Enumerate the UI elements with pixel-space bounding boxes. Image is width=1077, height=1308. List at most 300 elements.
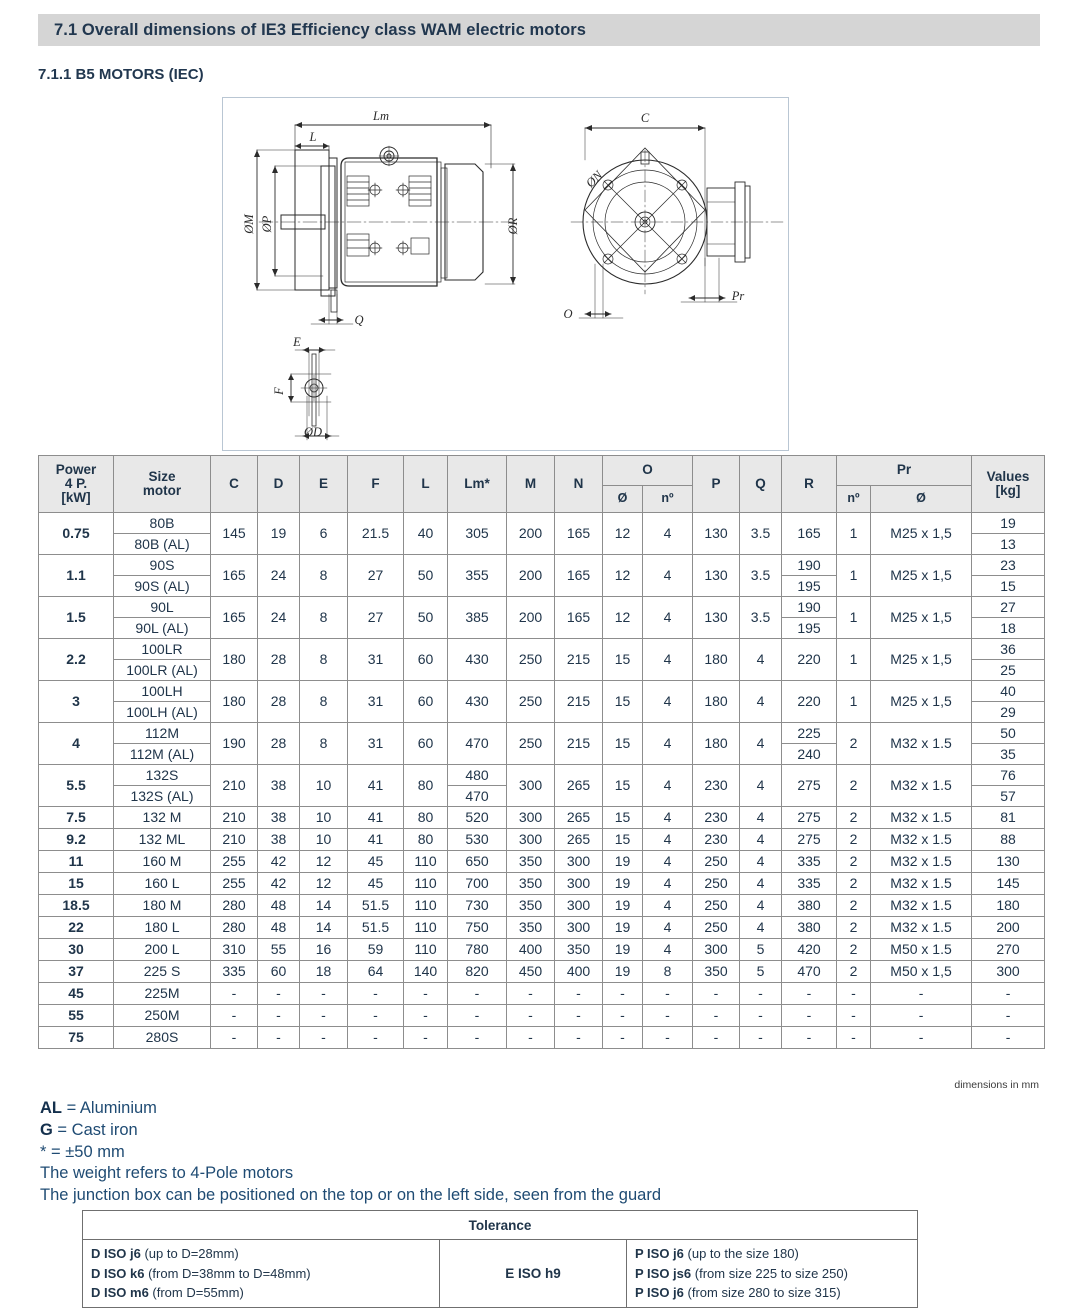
- table-row: [39, 555, 1045, 597]
- cell-l: 80: [404, 765, 448, 807]
- cell-f: 41: [348, 765, 404, 807]
- cell-m: 250: [507, 681, 555, 723]
- cell-m: 200: [507, 555, 555, 597]
- cell-f: -: [348, 1005, 404, 1027]
- cell-p: 230: [693, 829, 740, 851]
- tolerance-p-key-0: P ISO j6: [635, 1246, 684, 1261]
- cell-e: -: [300, 1005, 348, 1027]
- header-pr-diameter: Ø: [871, 485, 972, 512]
- table-row: [39, 983, 1045, 1005]
- tolerance-p-text-0: (up to the size 180): [683, 1246, 799, 1261]
- tolerance-d-line-0: [91, 1244, 431, 1264]
- cell-ono: -: [643, 983, 693, 1005]
- cell-prno: 1: [837, 597, 871, 639]
- cell-e: 10: [300, 829, 348, 851]
- tolerance-p-text-2: (from size 280 to size 315): [683, 1285, 841, 1300]
- cell-n: 215: [555, 723, 603, 765]
- cell-odia: 15: [603, 829, 643, 851]
- cell-ono: 4: [643, 681, 693, 723]
- drawing-label-od: ØD: [303, 425, 323, 439]
- cell-size-motor: 280S: [114, 1027, 211, 1049]
- cell-r: 190 195: [782, 597, 837, 639]
- cell-prno: 2: [837, 723, 871, 765]
- cell-ono: 4: [643, 723, 693, 765]
- cell-q: -: [740, 1027, 782, 1049]
- cell-power: 37: [39, 961, 114, 983]
- cell-values: 36 25: [972, 639, 1045, 681]
- cell-d: 24: [258, 597, 300, 639]
- cell-c: 335: [211, 961, 258, 983]
- tolerance-table: [82, 1210, 918, 1308]
- cell-p: 230: [693, 765, 740, 807]
- cell-r: -: [782, 1027, 837, 1049]
- cell-size-motor: 90L 90L (AL): [114, 597, 211, 639]
- drawing-label-or: ØR: [506, 217, 520, 235]
- cell-ono: -: [643, 1027, 693, 1049]
- cell-power: 9.2: [39, 829, 114, 851]
- cell-d: 42: [258, 851, 300, 873]
- cell-m: 350: [507, 895, 555, 917]
- cell-size-motor: 225M: [114, 983, 211, 1005]
- cell-m: -: [507, 983, 555, 1005]
- cell-p: -: [693, 983, 740, 1005]
- drawing-label-om: ØM: [242, 214, 256, 234]
- cell-e: 16: [300, 939, 348, 961]
- cell-r: 470: [782, 961, 837, 983]
- cell-odia: 15: [603, 639, 643, 681]
- cell-prdia: -: [871, 1005, 972, 1027]
- cell-r: 165: [782, 513, 837, 555]
- header-row-1: [39, 456, 1045, 486]
- cell-values: 270: [972, 939, 1045, 961]
- cell-p: 130: [693, 513, 740, 555]
- cell-prdia: M32 x 1.5: [871, 765, 972, 807]
- cell-n: 165: [555, 597, 603, 639]
- legend-g: [40, 1120, 661, 1142]
- cell-size-motor: 132 ML: [114, 829, 211, 851]
- cell-f: 27: [348, 597, 404, 639]
- cell-m: 350: [507, 851, 555, 873]
- header-pr-group: Pr: [837, 456, 972, 486]
- cell-power: 22: [39, 917, 114, 939]
- cell-d: 28: [258, 681, 300, 723]
- cell-c: 210: [211, 807, 258, 829]
- table-row: [39, 765, 1045, 807]
- cell-q: 3.5: [740, 513, 782, 555]
- table-row: [39, 513, 1045, 555]
- header-size-motor: Size motor: [114, 456, 211, 513]
- cell-m: 450: [507, 961, 555, 983]
- cell-ono: 4: [643, 895, 693, 917]
- cell-e: 8: [300, 555, 348, 597]
- cell-r: 380: [782, 917, 837, 939]
- cell-prno: 2: [837, 917, 871, 939]
- cell-ono: -: [643, 1005, 693, 1027]
- legend-junction: The junction box can be positioned on the top or on the left side, seen from the guard: [40, 1186, 661, 1205]
- tolerance-d-text-2: (from D=55mm): [148, 1285, 244, 1300]
- cell-q: 3.5: [740, 555, 782, 597]
- cell-e: 10: [300, 765, 348, 807]
- cell-c: 255: [211, 851, 258, 873]
- table-row: [39, 939, 1045, 961]
- cell-size-motor: 160 M: [114, 851, 211, 873]
- tolerance-d-column: [83, 1240, 440, 1308]
- cell-e: -: [300, 983, 348, 1005]
- cell-r: 275: [782, 807, 837, 829]
- cell-odia: -: [603, 1027, 643, 1049]
- cell-odia: 19: [603, 939, 643, 961]
- cell-ono: 4: [643, 597, 693, 639]
- cell-power: 5.5: [39, 765, 114, 807]
- tolerance-d-key-0: D ISO j6: [91, 1246, 141, 1261]
- cell-f: 45: [348, 851, 404, 873]
- drawing-label-o: O: [563, 307, 573, 321]
- cell-prno: -: [837, 1027, 871, 1049]
- cell-prno: 2: [837, 939, 871, 961]
- cell-p: 130: [693, 555, 740, 597]
- header-lm: Lm*: [448, 456, 507, 513]
- motor-dimensions-table: [38, 455, 1045, 1049]
- header-f: F: [348, 456, 404, 513]
- cell-lm: 355: [448, 555, 507, 597]
- cell-prno: 1: [837, 639, 871, 681]
- cell-power: 30: [39, 939, 114, 961]
- cell-odia: 12: [603, 555, 643, 597]
- cell-q: 4: [740, 807, 782, 829]
- cell-odia: -: [603, 983, 643, 1005]
- header-values: Values [kg]: [972, 456, 1045, 513]
- cell-ono: 4: [643, 873, 693, 895]
- cell-c: 145: [211, 513, 258, 555]
- cell-d: -: [258, 983, 300, 1005]
- cell-values: 81: [972, 807, 1045, 829]
- legend-weight: The weight refers to 4-Pole motors: [40, 1164, 294, 1183]
- cell-d: 48: [258, 895, 300, 917]
- cell-c: 180: [211, 639, 258, 681]
- cell-power: 15: [39, 873, 114, 895]
- cell-values: 300: [972, 961, 1045, 983]
- cell-odia: 19: [603, 873, 643, 895]
- cell-prno: 2: [837, 765, 871, 807]
- cell-prdia: M25 x 1,5: [871, 597, 972, 639]
- cell-values: 50 35: [972, 723, 1045, 765]
- cell-prno: 2: [837, 807, 871, 829]
- cell-c: 190: [211, 723, 258, 765]
- cell-p: 250: [693, 873, 740, 895]
- tolerance-p-key-2: P ISO j6: [635, 1285, 684, 1300]
- cell-prdia: M25 x 1,5: [871, 681, 972, 723]
- header-pr-number: nº: [837, 485, 871, 512]
- cell-lm: 480 470: [448, 765, 507, 807]
- cell-q: 4: [740, 723, 782, 765]
- tolerance-p-line-1: [635, 1264, 909, 1284]
- tolerance-d-text-0: (up to D=28mm): [140, 1246, 239, 1261]
- cell-l: 60: [404, 681, 448, 723]
- cell-r: -: [782, 1005, 837, 1027]
- cell-ono: 4: [643, 917, 693, 939]
- cell-n: -: [555, 1005, 603, 1027]
- cell-n: 265: [555, 829, 603, 851]
- cell-q: 4: [740, 873, 782, 895]
- cell-d: 55: [258, 939, 300, 961]
- cell-n: 350: [555, 939, 603, 961]
- cell-n: 300: [555, 851, 603, 873]
- cell-e: 14: [300, 917, 348, 939]
- cell-r: 275: [782, 765, 837, 807]
- table-row: [39, 851, 1045, 873]
- legend-al-key: AL: [40, 1099, 62, 1117]
- cell-size-motor: 180 M: [114, 895, 211, 917]
- cell-q: -: [740, 983, 782, 1005]
- cell-ono: 4: [643, 851, 693, 873]
- cell-r: 380: [782, 895, 837, 917]
- header-o-diameter: Ø: [603, 485, 643, 512]
- cell-d: 38: [258, 829, 300, 851]
- cell-values: 19 13: [972, 513, 1045, 555]
- motor-drawing-svg: [223, 98, 786, 448]
- tolerance-d-key-1: D ISO k6: [91, 1265, 145, 1281]
- cell-m: 250: [507, 723, 555, 765]
- cell-r: 225 240: [782, 723, 837, 765]
- cell-l: 110: [404, 851, 448, 873]
- cell-m: 350: [507, 917, 555, 939]
- drawing-label-pr: Pr: [731, 289, 745, 303]
- cell-n: 215: [555, 639, 603, 681]
- cell-p: -: [693, 1005, 740, 1027]
- cell-ono: 4: [643, 555, 693, 597]
- table-row: [39, 681, 1045, 723]
- cell-l: 80: [404, 829, 448, 851]
- legend-g-text: = Cast iron: [52, 1120, 138, 1139]
- cell-lm: 430: [448, 681, 507, 723]
- cell-odia: 15: [603, 807, 643, 829]
- cell-lm: 430: [448, 639, 507, 681]
- legend-al: [40, 1098, 661, 1120]
- cell-l: 60: [404, 639, 448, 681]
- cell-f: -: [348, 1027, 404, 1049]
- cell-size-motor: 225 S: [114, 961, 211, 983]
- cell-l: -: [404, 1027, 448, 1049]
- cell-lm: 730: [448, 895, 507, 917]
- cell-f: -: [348, 983, 404, 1005]
- cell-prno: 2: [837, 829, 871, 851]
- table-row: [39, 639, 1045, 681]
- cell-m: -: [507, 1027, 555, 1049]
- header-p: P: [693, 456, 740, 513]
- cell-d: 48: [258, 917, 300, 939]
- cell-m: 200: [507, 597, 555, 639]
- cell-c: 165: [211, 597, 258, 639]
- cell-p: 350: [693, 961, 740, 983]
- cell-p: 180: [693, 723, 740, 765]
- cell-ono: 4: [643, 807, 693, 829]
- cell-q: 4: [740, 829, 782, 851]
- cell-values: 200: [972, 917, 1045, 939]
- cell-p: 300: [693, 939, 740, 961]
- cell-d: 38: [258, 807, 300, 829]
- cell-n: -: [555, 983, 603, 1005]
- table-head: [39, 456, 1045, 513]
- cell-power: 11: [39, 851, 114, 873]
- cell-prdia: M32 x 1.5: [871, 807, 972, 829]
- cell-lm: 530: [448, 829, 507, 851]
- cell-size-motor: 132S 132S (AL): [114, 765, 211, 807]
- tolerance-p-text-1: (from size 225 to size 250): [691, 1265, 848, 1281]
- cell-d: 28: [258, 723, 300, 765]
- table-row: [39, 873, 1045, 895]
- cell-f: 59: [348, 939, 404, 961]
- cell-power: 7.5: [39, 807, 114, 829]
- cell-lm: 305: [448, 513, 507, 555]
- cell-c: -: [211, 1005, 258, 1027]
- cell-odia: -: [603, 1005, 643, 1027]
- cell-values: 27 18: [972, 597, 1045, 639]
- cell-c: -: [211, 1027, 258, 1049]
- cell-p: 250: [693, 851, 740, 873]
- cell-lm: 470: [448, 723, 507, 765]
- drawing-label-lm: Lm: [373, 109, 389, 123]
- subsection-title: 7.1.1 B5 MOTORS (IEC): [38, 66, 204, 83]
- cell-r: 190 195: [782, 555, 837, 597]
- cell-power: 75: [39, 1027, 114, 1049]
- cell-prdia: -: [871, 983, 972, 1005]
- cell-c: 180: [211, 681, 258, 723]
- cell-f: 31: [348, 681, 404, 723]
- cell-n: 400: [555, 961, 603, 983]
- cell-values: 76 57: [972, 765, 1045, 807]
- cell-prdia: M32 x 1.5: [871, 829, 972, 851]
- cell-values: -: [972, 983, 1045, 1005]
- cell-d: 42: [258, 873, 300, 895]
- table-body: [39, 513, 1045, 1049]
- table-row: [39, 723, 1045, 765]
- cell-r: 335: [782, 851, 837, 873]
- cell-prno: 2: [837, 895, 871, 917]
- cell-odia: 19: [603, 851, 643, 873]
- cell-power: 1.5: [39, 597, 114, 639]
- cell-power: 4: [39, 723, 114, 765]
- cell-c: 210: [211, 829, 258, 851]
- cell-l: 110: [404, 873, 448, 895]
- header-e: E: [300, 456, 348, 513]
- cell-f: 41: [348, 829, 404, 851]
- cell-power: 18.5: [39, 895, 114, 917]
- cell-r: -: [782, 983, 837, 1005]
- cell-p: 180: [693, 639, 740, 681]
- table-row: [39, 807, 1045, 829]
- cell-e: 12: [300, 851, 348, 873]
- cell-c: 255: [211, 873, 258, 895]
- cell-size-motor: 250M: [114, 1005, 211, 1027]
- cell-r: 420: [782, 939, 837, 961]
- cell-p: 130: [693, 597, 740, 639]
- cell-odia: 19: [603, 917, 643, 939]
- cell-q: 4: [740, 681, 782, 723]
- tolerance-content-row: [83, 1240, 918, 1308]
- cell-lm: 650: [448, 851, 507, 873]
- header-q: Q: [740, 456, 782, 513]
- drawing-label-e: E: [293, 335, 301, 349]
- cell-e: 14: [300, 895, 348, 917]
- cell-q: -: [740, 1005, 782, 1027]
- cell-prno: 1: [837, 513, 871, 555]
- cell-power: 3: [39, 681, 114, 723]
- cell-values: 180: [972, 895, 1045, 917]
- legend-star: * = ±50 mm: [40, 1142, 125, 1161]
- cell-m: -: [507, 1005, 555, 1027]
- tolerance-d-key-2: D ISO m6: [91, 1285, 149, 1300]
- cell-ono: 4: [643, 513, 693, 555]
- cell-d: 28: [258, 639, 300, 681]
- cell-values: 130: [972, 851, 1045, 873]
- table-row: [39, 1027, 1045, 1049]
- cell-e: 6: [300, 513, 348, 555]
- cell-e: -: [300, 1027, 348, 1049]
- tolerance-d-text-1: (from D=38mm to D=48mm): [144, 1265, 311, 1281]
- cell-q: 4: [740, 765, 782, 807]
- legend-block: [40, 1098, 661, 1207]
- cell-d: 19: [258, 513, 300, 555]
- drawing-label-c: C: [640, 111, 650, 125]
- header-m: M: [507, 456, 555, 513]
- cell-prdia: M25 x 1,5: [871, 555, 972, 597]
- cell-q: 5: [740, 939, 782, 961]
- cell-power: 1.1: [39, 555, 114, 597]
- table-row: [39, 829, 1045, 851]
- cell-prdia: M32 x 1.5: [871, 917, 972, 939]
- cell-q: 4: [740, 917, 782, 939]
- cell-r: 220: [782, 681, 837, 723]
- cell-d: 24: [258, 555, 300, 597]
- cell-power: 45: [39, 983, 114, 1005]
- tolerance-p-column: [627, 1240, 918, 1308]
- cell-l: -: [404, 983, 448, 1005]
- cell-r: 275: [782, 829, 837, 851]
- table-row: [39, 597, 1045, 639]
- cell-l: 50: [404, 555, 448, 597]
- header-o-group: O: [603, 456, 693, 486]
- cell-n: 165: [555, 513, 603, 555]
- page-title: 7.1 Overall dimensions of IE3 Efficiency class WAM electric motors: [54, 20, 587, 39]
- tolerance-d-line-1: [91, 1264, 431, 1284]
- cell-prno: 1: [837, 681, 871, 723]
- cell-odia: 15: [603, 723, 643, 765]
- cell-lm: 520: [448, 807, 507, 829]
- cell-n: 165: [555, 555, 603, 597]
- cell-odia: 12: [603, 597, 643, 639]
- cell-size-motor: 200 L: [114, 939, 211, 961]
- cell-p: -: [693, 1027, 740, 1049]
- cell-prno: -: [837, 983, 871, 1005]
- cell-prdia: M32 x 1.5: [871, 851, 972, 873]
- cell-size-motor: 80B 80B (AL): [114, 513, 211, 555]
- cell-q: 4: [740, 639, 782, 681]
- cell-p: 180: [693, 681, 740, 723]
- table-row: [39, 917, 1045, 939]
- cell-m: 400: [507, 939, 555, 961]
- cell-c: 165: [211, 555, 258, 597]
- cell-r: 220: [782, 639, 837, 681]
- cell-l: 40: [404, 513, 448, 555]
- cell-p: 250: [693, 895, 740, 917]
- table-row: [39, 895, 1045, 917]
- cell-c: 310: [211, 939, 258, 961]
- cell-odia: 19: [603, 895, 643, 917]
- cell-values: 40 29: [972, 681, 1045, 723]
- cell-odia: 15: [603, 681, 643, 723]
- cell-n: 265: [555, 807, 603, 829]
- tolerance-title: Tolerance: [83, 1211, 918, 1240]
